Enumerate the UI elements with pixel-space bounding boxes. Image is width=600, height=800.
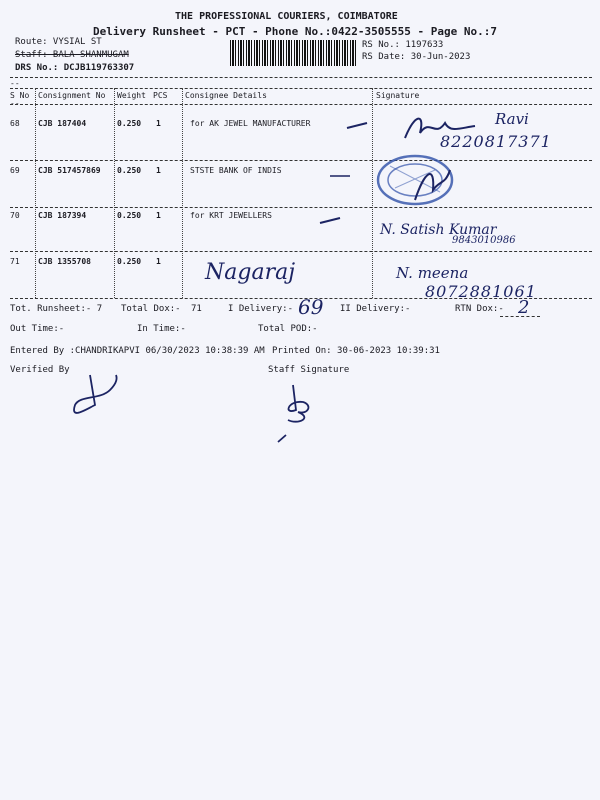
handwritten-name: N. meena [396,264,469,282]
col-header-pcs: PCS [153,91,168,100]
printed-on: Printed On: 30-06-2023 10:39:31 [272,346,440,356]
divider [500,316,540,317]
verifier-signature [60,370,130,425]
handwritten-phone: 8220817371 [440,132,552,151]
total-dox-label: Total Dox:- [121,304,181,314]
tick-mark [328,170,353,182]
row-pcs: 1 [156,257,161,266]
row-weight: 0.250 [117,166,142,175]
staff-label: Staff: BALA SHANMUGAM [15,50,129,60]
rs-date: RS Date: 30-Jun-2023 [362,52,471,62]
signature-scribble [405,160,455,208]
row-pcs: 1 [156,211,161,220]
barcode [230,40,356,66]
company-title: THE PROFESSIONAL COURIERS, COIMBATORE [175,11,398,22]
row-consignment: CJB 517457869 [38,166,101,175]
row-pcs: 1 [156,166,161,175]
row-consignee: STSTE BANK OF INDIS [190,166,282,175]
entered-by: Entered By :CHANDRIKAPVI 06/30/2023 10:38:39 AM [10,346,265,356]
row-weight: 0.250 [117,257,142,266]
rtn-dox-label: RTN Dox:- [455,304,504,314]
handwritten-name: Ravi [495,110,529,128]
row-pcs: 1 [156,119,161,128]
row-sno: 71 [10,257,20,266]
total-dox-value: 71 [191,304,202,314]
out-time-label: Out Time:- [10,324,65,334]
divider [10,77,592,78]
row-consignment: CJB 187394 [38,211,87,220]
row-consignment: CJB 187404 [38,119,87,128]
column-rule [114,88,115,298]
rs-number: RS No.: 1197633 [362,40,444,50]
col-header-signature: Signature [376,91,420,100]
route-label: Route: VYSIAL ST [15,37,102,47]
row-consignee: for KRT JEWELLERS [190,211,272,220]
row-weight: 0.250 [117,211,142,220]
in-time-label: In Time:- [137,324,186,334]
col-header-consignee: Consignee Details [185,91,267,100]
column-rule [182,88,183,298]
handwritten-phone: 9843010986 [452,235,516,246]
col-header-consignment: Consignment No [38,91,106,100]
runsheet-subtitle: Delivery Runsheet - PCT - Phone No.:0422-3505555 - Page No.:7 [93,25,497,38]
i-delivery-label: I Delivery:- [228,304,294,314]
tot-runsheet: Tot. Runsheet:- 7 [10,304,103,314]
divider [10,251,592,252]
column-rule [35,88,36,298]
tick-mark [345,120,370,132]
drs-number: DRS No.: DCJB119763307 [15,63,135,73]
tick-mark [318,215,343,227]
divider [10,104,592,105]
ii-delivery-label: II Delivery:- [340,304,411,314]
row-sno: 69 [10,166,20,175]
total-pod-label: Total POD:- [258,324,318,334]
handwritten-phone: 8072881061 [425,282,537,301]
row-sno: 68 [10,119,20,128]
dots-mark: -- [10,79,20,88]
col-header-sno: S No [10,91,30,100]
row-consignee: for AK JEWEL MANUFACTURER [190,119,311,128]
dots-mark: -- [10,99,20,108]
divider [10,207,592,208]
row-sno: 70 [10,211,20,220]
signature-scribble [400,108,480,148]
row-weight: 0.250 [117,119,142,128]
staff-signature-label: Staff Signature [268,365,350,375]
staff-signature [268,380,328,445]
col-header-weight: Weight [117,91,146,100]
handwritten-name: N. Satish Kumar [380,222,497,238]
divider [10,160,592,161]
i-delivery-value: 69 [298,295,324,319]
column-rule [372,88,373,298]
verified-by-label: Verified By [10,365,70,375]
handwritten-name: Nagaraj [205,260,296,285]
rtn-dox-value: 2 [518,297,530,318]
row-consignment: CJB 1355708 [38,257,91,266]
divider [10,88,592,89]
